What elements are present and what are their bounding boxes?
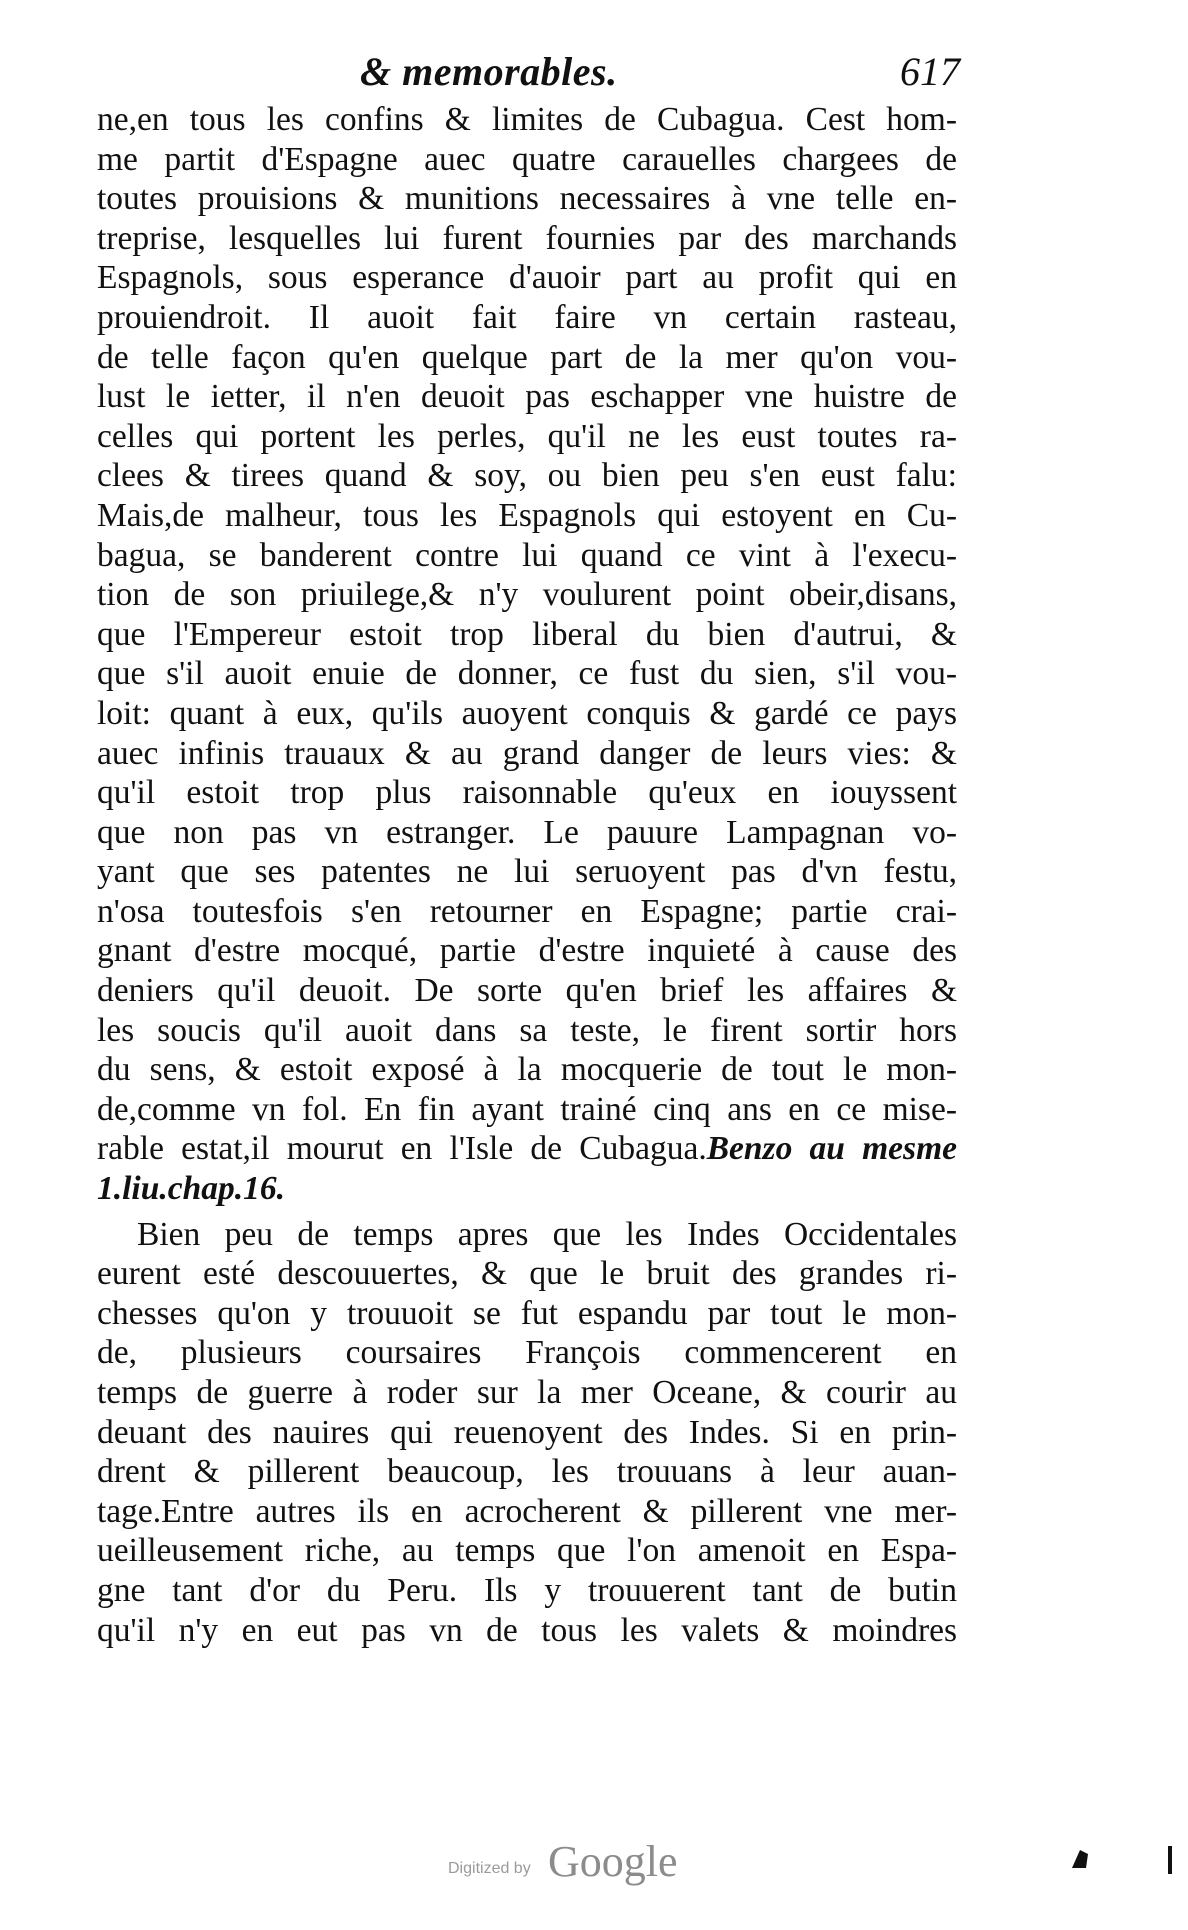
text-line: Espagnols, sous esperance d'auoir part au profit qui en [97,259,957,297]
page-header [360,48,960,108]
text-line: auec infinis trauaux & au grand danger de leurs vies: & [97,734,957,772]
text-line-with-reference [97,1129,957,1169]
text-line: tage.Entre autres ils en acrocherent & pillerent vne mer- [97,1492,957,1530]
page-edge-mark [1168,1846,1172,1874]
page-number: 617 [900,49,960,94]
text-line: drent & pillerent beaucoup, les trouuans à leur auan- [97,1453,957,1491]
text-line: que non pas vn estranger. Le pauure Lampagnan vo- [97,813,957,851]
text-line: celles qui portent les perles, qu'il ne les eust toutes ra- [97,417,957,455]
text-line: loit: quant à eux, qu'ils auoyent conquis & gardé ce pays [97,694,957,732]
text-line: prouiendroit. Il auoit fait faire vn certain rasteau, [97,298,957,336]
google-logo: Google [548,1837,678,1886]
text-line: chesses qu'on y trouuoit se fut espandu par tout le mon- [97,1294,957,1332]
text-line: toutes prouisions & munitions necessaires à vne telle en- [97,180,957,218]
text-line-content: rable estat,il mourut en l'Isle de Cubagua. [97,1130,707,1168]
text-line: Bien peu de temps apres que les Indes Occidentales [137,1215,957,1253]
text-block [97,100,957,1650]
digitized-by-label: Digitized by [448,1860,531,1877]
text-line: n'osa toutesfois s'en retourner en Espagne; partie crai- [97,892,957,930]
text-line: deuant des nauires qui reuenoyent des Indes. Si en prin- [97,1413,957,1451]
text-line: qu'il n'y en eut pas vn de tous les valets & moindres [97,1611,957,1649]
text-line: Mais,de malheur, tous les Espagnols qui estoyent en Cu- [97,496,957,534]
text-line: clees & tirees quand & soy, ou bien peu s'en eust falu: [97,457,957,495]
text-line: temps de guerre à roder sur la mer Oceane, & courir au [97,1374,957,1411]
text-line: ueilleusement riche, au temps que l'on amenoit en Espa- [97,1532,957,1570]
text-line: ne,en tous les confins & limites de Cubagua. Cest hom- [97,101,957,138]
text-line: tion de son priuilege,& n'y voulurent point obeir,disans, [97,576,957,614]
text-line: que l'Empereur estoit trop liberal du bien d'autrui, & [97,615,957,653]
text-line: gne tant d'or du Peru. Ils y trouuerent tant de butin [97,1571,957,1609]
text-line: de,comme vn fol. En fin ayant trainé cinq ans en ce mise- [97,1090,957,1128]
text-line: gnant d'estre mocqué, partie d'estre inquieté à cause des [97,932,957,970]
scan-artifact-icon [1070,1848,1090,1870]
text-line: qu'il estoit trop plus raisonnable qu'eux en iouyssent [97,774,957,812]
chapter-reference-text: 1.liu.chap.16. [97,1170,285,1208]
text-line: me partit d'Espagne auec quatre carauelles chargees de [97,140,957,178]
text-line: deniers qu'il deuoit. De sorte qu'en brief les affaires & [97,972,957,1010]
chapter-reference [97,1169,957,1209]
text-line: de telle façon qu'en quelque part de la mer qu'on vou- [97,338,957,376]
text-line: de, plusieurs coursaires François commencerent en [97,1334,957,1372]
digitization-watermark [448,1832,708,1892]
text-line: que s'il auoit enuie de donner, ce fust du sien, s'il vou- [97,655,957,693]
running-head: & memorables. [360,49,618,94]
text-line: eurent esté descouuertes, & que le bruit des grandes ri- [97,1255,957,1293]
text-line: yant que ses patentes ne lui seruoyent pas d'vn festu, [97,853,957,891]
text-line: bagua, se banderent contre lui quand ce vint à l'execu- [97,536,957,574]
text-line: du sens, & estoit exposé à la mocquerie de tout le mon- [97,1051,957,1089]
marginal-reference: Benzo au mesme [706,1130,957,1168]
text-line: treprise, lesquelles lui furent fournies par des marchands [97,219,957,257]
text-line: lust le ietter, il n'en deuoit pas eschapper vne huistre de [97,378,957,416]
text-line: les soucis qu'il auoit dans sa teste, le firent sortir hors [97,1011,957,1049]
